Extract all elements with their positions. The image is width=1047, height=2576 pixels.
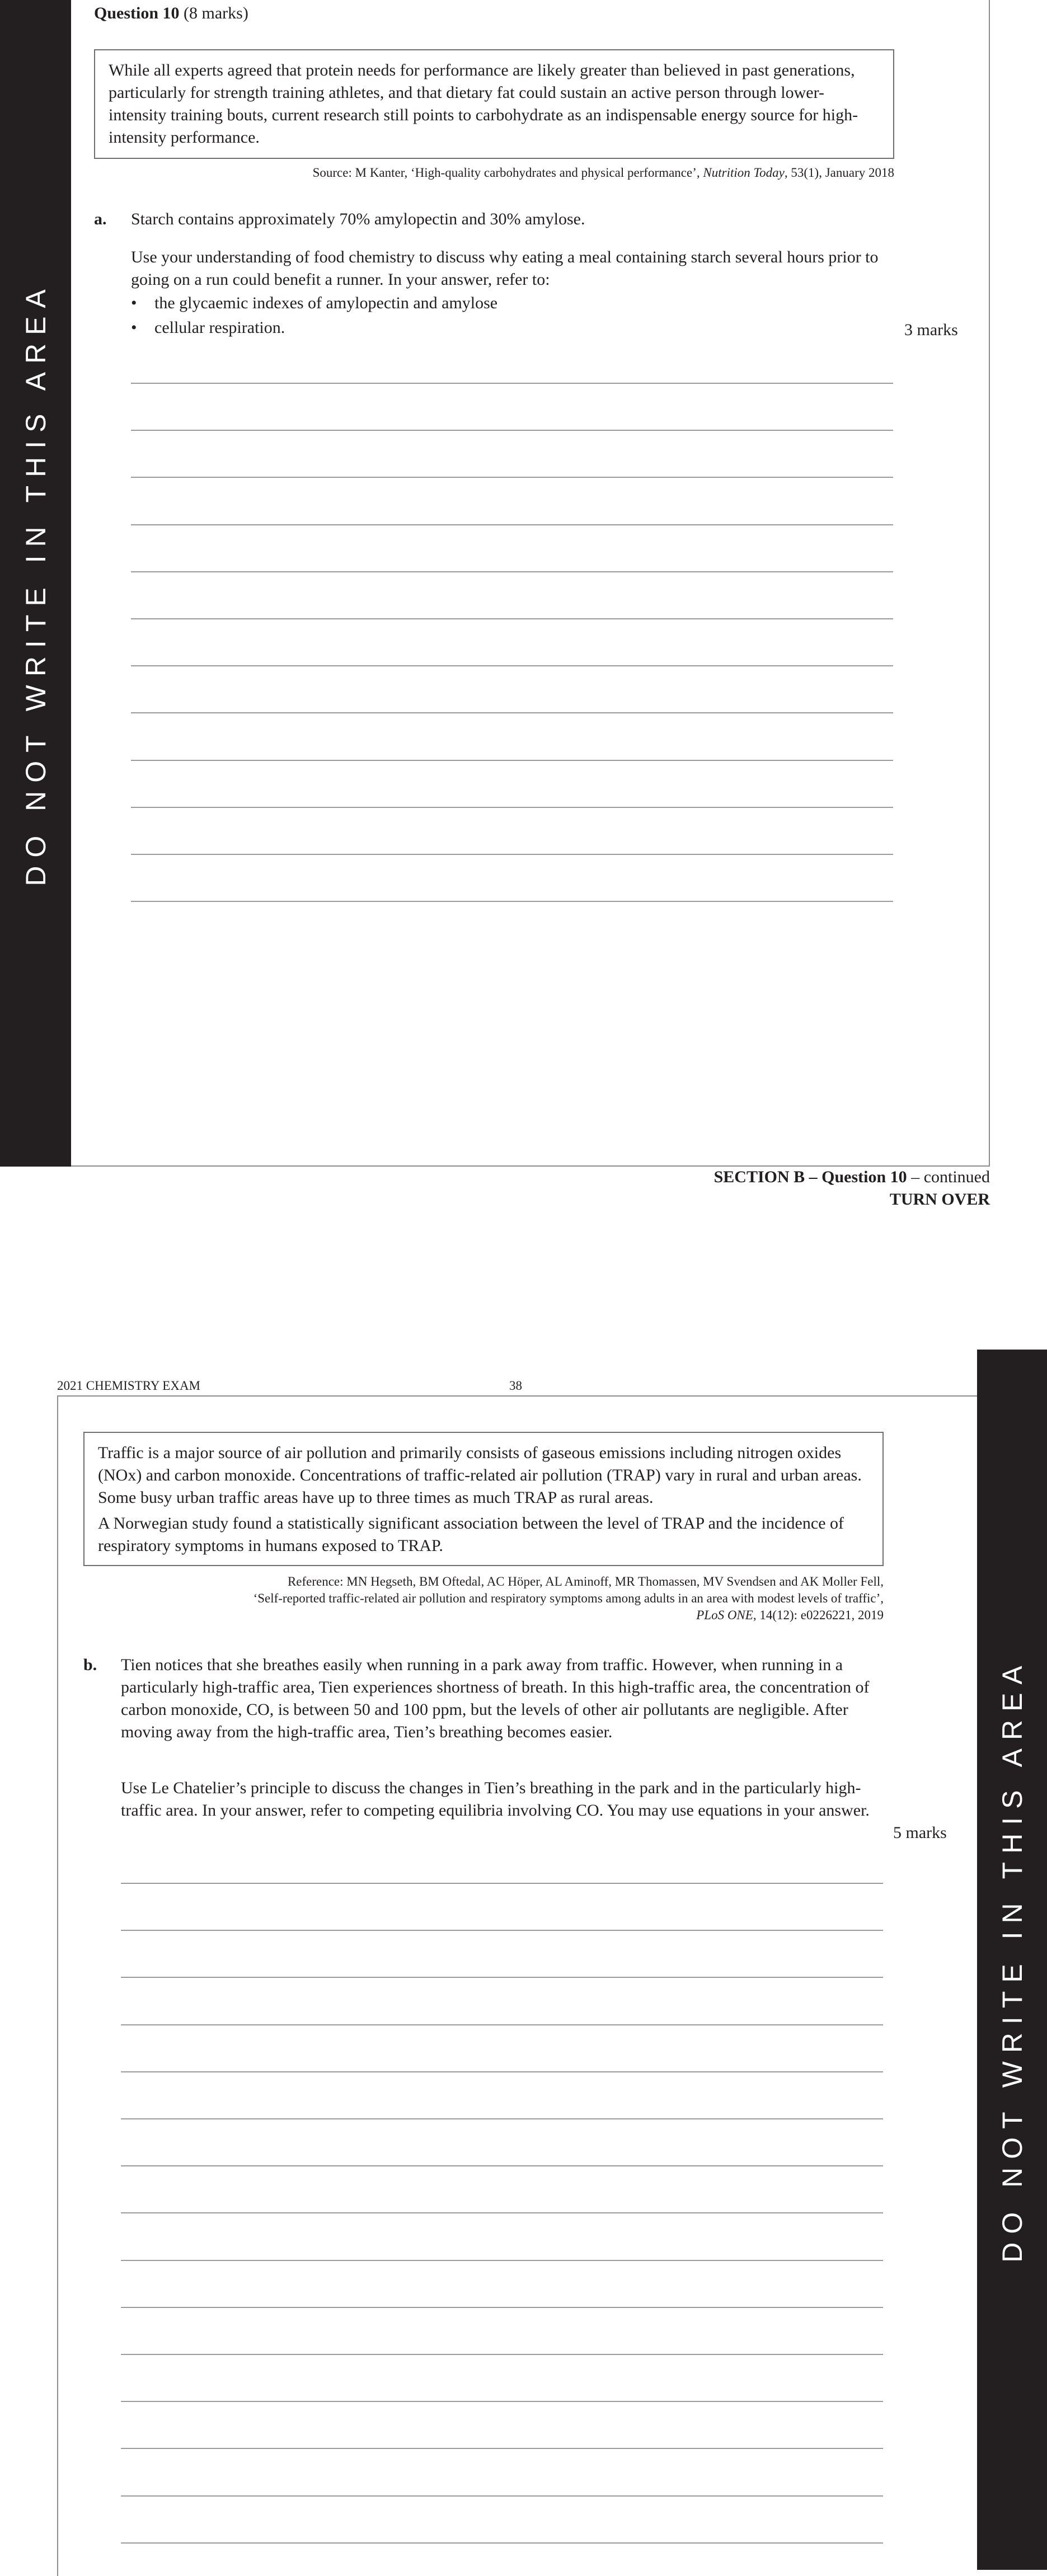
bullet-text: cellular respiration. [154, 318, 285, 337]
footer-continued: – continued [907, 1168, 990, 1186]
part-a-intro: Starch contains approximately 70% amylopectin and 30% amylose. [131, 210, 585, 228]
answer-line[interactable] [131, 571, 893, 572]
do-not-write-label: DO NOT WRITE IN THIS AREA [20, 280, 51, 886]
answer-line[interactable] [131, 807, 893, 808]
answer-line[interactable] [131, 430, 893, 431]
part-a-bullets [131, 292, 892, 339]
do-not-write-label: DO NOT WRITE IN THIS AREA [996, 1657, 1028, 2263]
quote-box [94, 49, 894, 159]
answer-line[interactable] [121, 2118, 883, 2119]
answer-line[interactable] [121, 2307, 883, 2308]
bullet-text: the glycaemic indexes of amylopectin and amylose [154, 294, 498, 312]
source-suffix: , 53(1), January 2018 [784, 166, 894, 180]
answer-line[interactable] [121, 2024, 883, 2025]
part-a-label: a. [94, 210, 107, 228]
ref-line-2: ‘Self-reported traffic-related air pollution and respiratory symptoms among adults in an area with modest levels of traffic’, [253, 1591, 884, 1605]
part-b-marks: 5 marks [893, 1823, 947, 1842]
answer-line[interactable] [121, 1977, 883, 1978]
bullet-item [131, 317, 892, 339]
part-a-task: Use your understanding of food chemistry to discuss why eating a meal containing starch several hours prior to going on a run could benefit a runner. In your answer, refer to: [131, 248, 879, 289]
answer-line[interactable] [131, 854, 893, 855]
bullet-item [131, 292, 892, 314]
bullet-dot: • [131, 294, 137, 312]
turn-over: TURN OVER [889, 1190, 990, 1209]
answer-line[interactable] [121, 2071, 883, 2072]
answer-line[interactable] [121, 2260, 883, 2261]
source-prefix: Source: M Kanter, ‘High-quality carbohydrates and physical performance’, [312, 166, 700, 180]
answer-line[interactable] [121, 2542, 883, 2544]
answer-line[interactable] [121, 2354, 883, 2355]
answer-line[interactable] [131, 618, 893, 619]
quote-text: While all experts agreed that protein needs for performance are likely greater than believed in past generations, particularly for strength training athletes, and that dietary fat could sustain an active person through lower-intensity training bouts, current research still points to carbohydrate as an indispensable energy source for high-intensity performance. [109, 61, 858, 147]
page2-frame [57, 1395, 978, 2576]
section-footer [714, 1166, 990, 1188]
answer-line[interactable] [121, 2165, 883, 2166]
part-b-label: b. [83, 1656, 97, 1674]
page-number: 38 [509, 1379, 522, 1393]
answer-line[interactable] [131, 383, 893, 384]
question-title: Question 10 [94, 4, 180, 22]
question-heading [94, 2, 248, 25]
context-paragraph-2: A Norwegian study found a statistically significant association between the level of TRAP and the incidence of respiratory symptoms in humans exposed to TRAP. [98, 1514, 844, 1555]
answer-line[interactable] [131, 760, 893, 761]
answer-line[interactable] [121, 2448, 883, 2449]
answer-line[interactable] [121, 1930, 883, 1931]
answer-line[interactable] [121, 2495, 883, 2497]
ref-line-3 [83, 1607, 884, 1624]
answer-line[interactable] [131, 712, 893, 713]
answer-line[interactable] [131, 901, 893, 902]
answer-line[interactable] [131, 524, 893, 525]
source-journal: Nutrition Today [703, 166, 785, 180]
bullet-dot: • [131, 318, 137, 337]
footer-section: SECTION B – Question 10 [713, 1168, 907, 1186]
answer-line[interactable] [121, 1883, 883, 1884]
part-b-paragraph-2: Use Le Chatelier’s principle to discuss the changes in Tien’s breathing in the park and in the particularly high-traffic area. In your answer, refer to competing equilibria involving CO. You may use equations in your answer. [121, 1779, 870, 1820]
exam-header: 2021 CHEMISTRY EXAM [57, 1379, 200, 1393]
ref-line-1: Reference: MN Hegseth, BM Oftedal, AC Höper, AL Aminoff, MR Thomassen, MV Svendsen and AK Moller Fell, [287, 1574, 884, 1588]
ref-journal: PLoS ONE [696, 1608, 753, 1622]
answer-line[interactable] [121, 2401, 883, 2402]
part-b-paragraph-1: Tien notices that she breathes easily when running in a park away from traffic. However, when running in a particularly high-traffic area, Tien experiences shortness of breath. In this high-traffic area, the concentration of carbon monoxide, CO, is between 50 and 100 ppm, but the levels of other air pollutants are negligible. After moving away from the high-traffic area, Tien’s breathing becomes easier. [121, 1656, 870, 1741]
context-box [83, 1432, 884, 1566]
ref-suffix: , 14(12): e0226221, 2019 [753, 1608, 884, 1622]
question-marks: (8 marks) [184, 4, 248, 22]
answer-line[interactable] [131, 477, 893, 478]
answer-line[interactable] [131, 665, 893, 666]
source-citation [94, 164, 894, 181]
left-side-bar [0, 0, 71, 1167]
answer-line[interactable] [121, 2212, 883, 2213]
reference-citation [83, 1573, 884, 1624]
right-side-bar [977, 1350, 1047, 2570]
part-a-marks: 3 marks [904, 321, 958, 339]
context-paragraph-1: Traffic is a major source of air pollution and primarily consists of gaseous emissions including nitrogen oxides (NOx) and carbon monoxide. Concentrations of traffic-related air pollution (TRAP) vary in rural and urban areas. Some busy urban traffic areas have up to three times as much TRAP as rural areas. [98, 1444, 862, 1507]
